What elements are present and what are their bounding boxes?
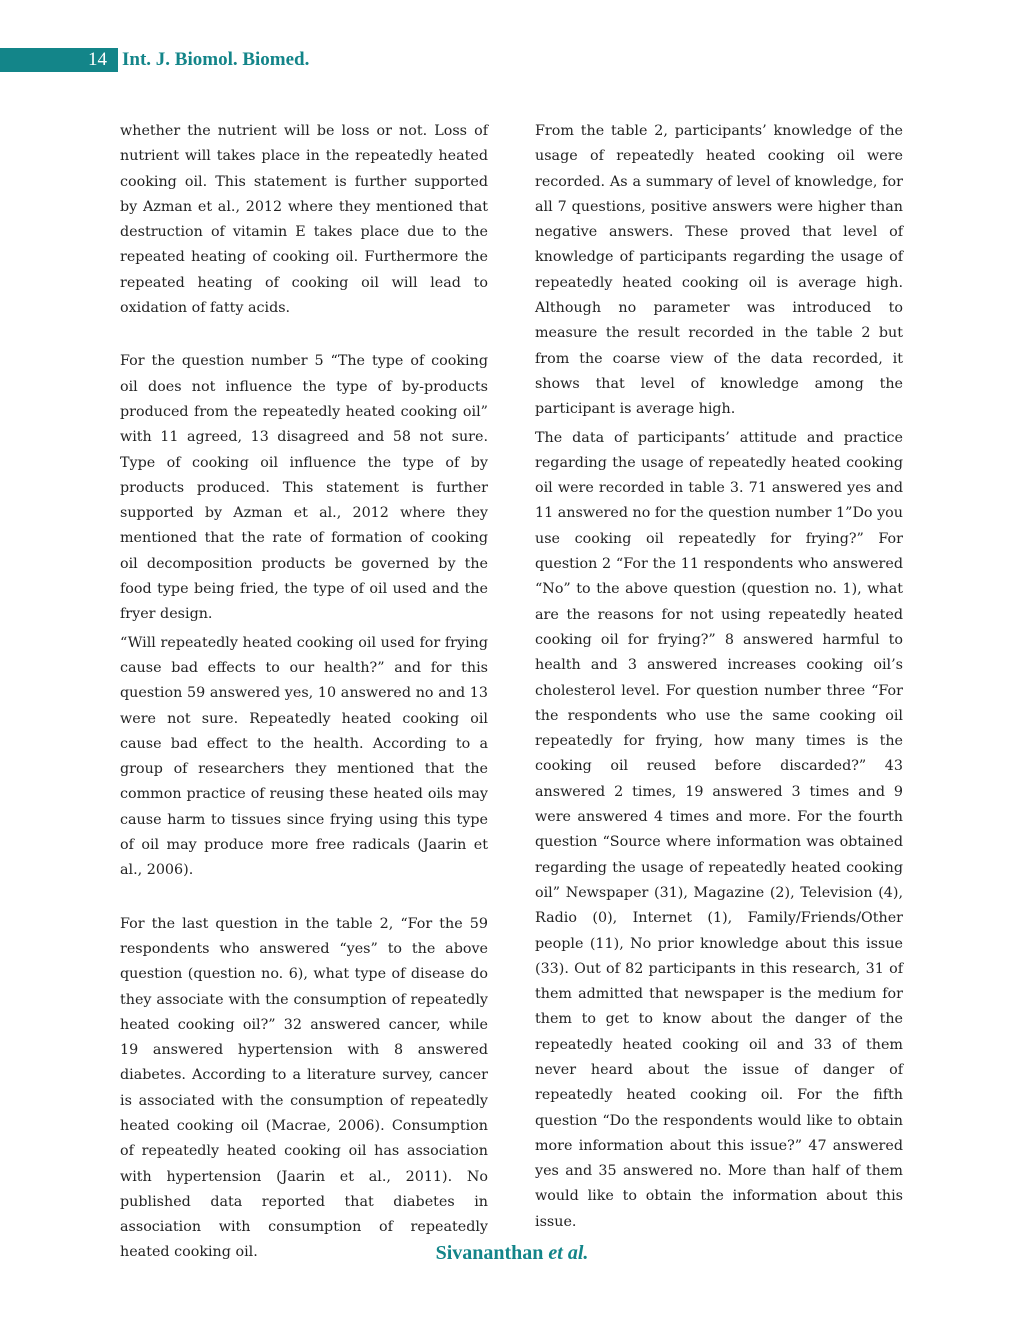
footer-author-name: Sivananthan [435,1242,544,1264]
page-number: 14 [88,49,107,70]
right-paragraph-2: The data of participants’ attitude and practice regarding the usage of repeatedly heated cooking oil were recorded in table 3. 71 answered yes and 11 answered no for the question number 1”Do you use cooking oil repeatedly for frying?” For question 2 “For the 11 respondents who answered “No” to the above question (question no. 1), what are the reasons for not using repeatedly heated cooking oil for frying?” 8 answered harmful to health and 3 answered increases cooking oil’s cholesterol level. For question number three “For the respondents who use the same cooking oil repeatedly for frying, how many times is the cooking oil reused before discarded?” 43 answered 2 times, 19 answered 3 times and 9 were answered 4 times and more. For the fourth question “Source where information was obtained regarding the usage of repeatedly heated cooking oil” Newspaper (31), Magazine (2), Television (4), Radio (0), Internet (1), Family/Friends/Other people (11), No prior knowledge about this issue (33). Out of 82 participants in this research, 31 of them admitted that newspaper is the medium for them to get to know about the danger of the repeatedly heated cooking oil and 33 of them never heard about the issue of danger of repeatedly heated cooking oil. For the fifth question “Do the respondents would like to obtain more information about this issue?” 47 answered yes and 35 answered no. More than half of them would like to obtain the information about this issue. [535,429,903,1230]
left-paragraph-1: whether the nutrient will be loss or not. Loss of nutrient will takes place in the repeatedly heated cooking oil. This statement is further supported by Azman et al., 2012 where they mentioned that destruction of vitamin E takes place due to the repeated heating of cooking oil. Furthermore the repeated heating of cooking oil will lead to oxidation of fatty acids. [120,123,488,317]
left-paragraph-3: “Will repeatedly heated cooking oil used for frying cause bad effects to our health?” and for this question 59 answered yes, 10 answered no and 13 were not sure. Repeatedly heated cooking oil cause bad effect to the health. According to a group of researchers they mentioned that the common practice of reusing these heated oils may cause harm to tissues since frying using this type of oil may produce more free radicals (Jaarin et al., 2006). [120,634,488,879]
footer-et-al: et al. [548,1242,589,1264]
journal-title: Int. J. Biomol. Biomed. [122,49,310,70]
footer-author [0,1242,1024,1265]
right-column [535,119,903,1235]
left-paragraph-4: For the last question in the table 2, “For the 59 respondents who answered “yes” to the above question (question no. 6), what type of disease do they associate with the consumption of repeatedly heated cooking oil?” 32 answered cancer, while 19 answered hypertension with 8 answered diabetes. According to a literature survey, cancer is associated with the consumption of repeatedly heated cooking oil (Macrae, 2006). Consumption of repeatedly heated cooking oil has association with hypertension (Jaarin et al., 2011). No published data reported that diabetes in association with consumption of repeatedly heated cooking oil. [120,915,488,1261]
left-column [120,119,488,1266]
left-paragraph-2: For the question number 5 “The type of cooking oil does not influence the type of by-products produced from the repeatedly heated cooking oil” with 11 agreed, 13 disagreed and 58 not sure. Type of cooking oil influence the type of by products produced. This statement is further supported by Azman et al., 2012 where they mentioned that the rate of formation of cooking oil decomposition products be governed by the food type being fried, the type of oil used and the fryer design. [120,353,488,623]
right-paragraph-1: From the table 2, participants’ knowledge of the usage of repeatedly heated cooking oil were recorded. As a summary of level of knowledge, for all 7 questions, positive answers were higher than negative answers. These proved that level of knowledge of participants regarding the usage of repeatedly heated cooking oil is average high. Although no parameter was introduced to measure the result recorded in the table 2 but from the coarse view of the data recorded, it shows that level of knowledge among the participant is average high. [535,123,903,418]
